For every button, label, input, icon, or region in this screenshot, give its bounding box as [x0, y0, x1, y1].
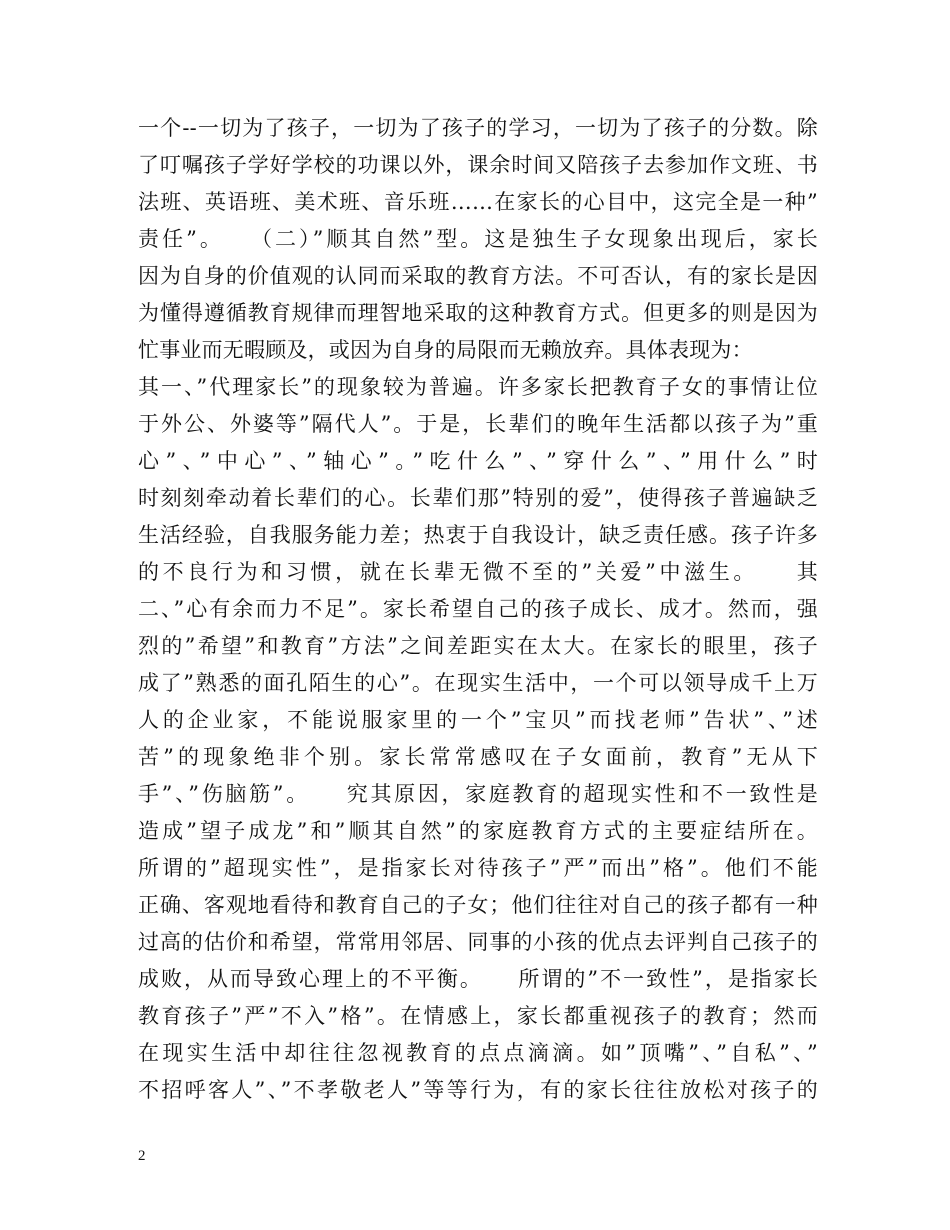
text-line: 为懂得遵循教育规律而理智地采取的这种教育方式。但更多的则是因为 [138, 301, 818, 325]
text-line: 苦”的现象绝非个别。家长常常感叹在子女面前，教育”无从下 [138, 745, 818, 769]
text-line: 教育孩子”严”不入”格”。在情感上，家长都重视孩子的教育；然而 [138, 1004, 818, 1028]
text-line: 正确、客观地看待和教育自己的子女；他们往往对自己的孩子都有一种 [138, 893, 818, 917]
text-line: 的不良行为和习惯，就在长辈无微不至的”关爱”中滋生。 其 [138, 560, 818, 584]
text-line: 成败，从而导致心理上的不平衡。 所谓的”不一致性”，是指家长 [138, 967, 818, 991]
page-number: 2 [138, 1148, 146, 1164]
text-line: 于外公、外婆等”隔代人”。于是，长辈们的晚年生活都以孩子为”重 [138, 412, 818, 436]
text-line: 法班、英语班、美术班、音乐班……在家长的心目中，这完全是一种” [138, 190, 818, 214]
text-line: 在现实生活中却往往忽视教育的点点滴滴。如”顶嘴”、”自私”、” [138, 1041, 818, 1065]
text-line: 二、”心有余而力不足”。家长希望自己的孩子成长、成才。然而，强 [138, 597, 818, 621]
text-line: 不招呼客人”、”不孝敬老人”等等行为，有的家长往往放松对孩子的 [138, 1078, 818, 1102]
text-line: 心”、”中心”、”轴心”。”吃什么”、”穿什么”、”用什么”时 [138, 449, 818, 473]
text-line: 人的企业家，不能说服家里的一个”宝贝”而找老师”告状”、”述 [138, 708, 818, 732]
text-line: 过高的估价和希望，常常用邻居、同事的小孩的优点去评判自己孩子的 [138, 930, 818, 954]
text-line: 造成”望子成龙”和”顺其自然”的家庭教育方式的主要症结所在。 [138, 819, 818, 843]
text-line: 责任”。 （二）”顺其自然”型。这是独生子女现象出现后，家长 [138, 227, 818, 251]
text-line: 时刻刻牵动着长辈们的心。长辈们那”特别的爱”，使得孩子普遍缺乏 [138, 486, 818, 510]
text-line: 烈的”希望”和教育”方法”之间差距实在太大。在家长的眼里，孩子 [138, 634, 818, 658]
text-line: 了叮嘱孩子学好学校的功课以外，课余时间又陪孩子去参加作文班、书 [138, 153, 818, 177]
body-text [138, 110, 818, 1109]
text-line: 手”、”伤脑筋”。 究其原因，家庭教育的超现实性和不一致性是 [138, 782, 818, 806]
text-line: 忙事业而无暇顾及，或因为自身的局限而无赖放弃。具体表现为： [138, 338, 753, 362]
text-line: 一个--一切为了孩子，一切为了孩子的学习，一切为了孩子的分数。除 [138, 116, 818, 140]
text-line: 因为自身的价值观的认同而采取的教育方法。不可否认，有的家长是因 [138, 264, 818, 288]
text-line: 所谓的”超现实性”，是指家长对待孩子”严”而出”格”。他们不能 [138, 856, 818, 880]
text-line: 其一、”代理家长”的现象较为普遍。许多家长把教育子女的事情让位 [138, 375, 818, 399]
text-line: 生活经验，自我服务能力差；热衷于自我设计，缺乏责任感。孩子许多 [138, 523, 818, 547]
text-line: 成了”熟悉的面孔陌生的心”。在现实生活中，一个可以领导成千上万 [138, 671, 818, 695]
